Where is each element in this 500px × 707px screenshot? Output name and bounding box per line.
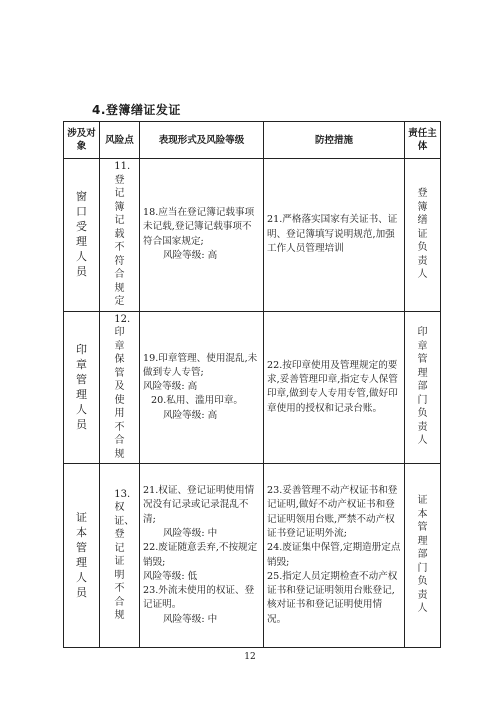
cell-measures: [264, 311, 405, 464]
header-responsible: 责任主体: [405, 122, 441, 159]
risk-form-text: 18.应当在登记簿记载事项未记载,登记簿记载事项不符合国家规定;: [143, 207, 255, 247]
cell-form-level: [140, 311, 264, 464]
risk-level-text: 风险等级: 高: [163, 409, 218, 421]
risk-point-text: 11.登记簿记载不符合规定: [114, 161, 131, 307]
cell-responsible: [405, 464, 441, 648]
object-text: 印章管理人员: [76, 342, 87, 431]
cell-object: [64, 159, 100, 312]
risk-point-text: 13.权证、登记证明不合规: [114, 488, 135, 621]
page-number: 12: [244, 652, 256, 662]
measure-item: 22.按印章使用及管理规定的要求,妥善管理印章,指定专人保管印章,做到专人专用专管,做好印章使用的授权和记录台账。: [267, 359, 398, 414]
responsible-text: 印章管理部门负责人: [417, 327, 428, 446]
section-title: 4.登簿缮证发证: [92, 103, 181, 117]
cell-object: [64, 464, 100, 648]
risk-control-table: [63, 121, 441, 648]
risk-level-text: 风险等级: 高: [163, 250, 218, 262]
cell-responsible: [405, 159, 441, 312]
risk-form-text: 23.外流未使用的权证、登记证明。: [143, 585, 255, 611]
object-text: 窗口受理人员: [76, 190, 87, 278]
header-object: 涉及对象: [64, 122, 100, 159]
risk-level-text: 风险等级: 低: [143, 570, 198, 582]
measure-item: 23.妥善管理不动产权证书和登记证明,做好不动产权证书和登记证明领用台账,严禁不动产权证书登记证明外流;: [267, 485, 398, 539]
measure-item: 21.严格落实国家有关证书、证明、登记簿填写说明规范,加强工作人员管理培训: [267, 214, 398, 254]
cell-form-level: [140, 159, 264, 312]
cell-form-level: [140, 464, 264, 648]
risk-level-text: 风险等级: 中: [163, 613, 218, 625]
header-measures: 防控措施: [264, 122, 405, 159]
cell-risk-point: [100, 311, 140, 464]
table-row: [64, 159, 441, 312]
cell-responsible: [405, 311, 441, 464]
object-text: 证本管理人员: [76, 510, 87, 599]
risk-level-text: 风险等级: 高: [143, 381, 198, 393]
measure-item: 24.废证集中保管,定期造册定点销毁;: [267, 542, 401, 568]
responsible-text: 登簿缮证负责人: [417, 188, 428, 280]
cell-measures: [264, 159, 405, 312]
table-row: [64, 311, 441, 464]
measure-item: 25.指定人员定期检查不动产权证书和登记证明领用台账登记,核对证书和登记证明使用情况。: [267, 570, 398, 625]
risk-form-text: 20.私用、滥用印章。: [151, 395, 244, 407]
header-form-level: 表现形式及风险等级: [140, 122, 264, 159]
risk-level-text: 风险等级: 中: [163, 527, 218, 539]
risk-point-text: 12.印章保管及使用不合规: [114, 313, 131, 460]
responsible-text: 证本管理部门负责人: [417, 495, 428, 615]
cell-measures: [264, 464, 405, 648]
risk-form-text: 21.权证、登记证明使用情况没有记录或记录混乱不清;: [143, 485, 255, 525]
table-row: [64, 464, 441, 648]
risk-form-text: 19.印章管理、使用混乱,未做到专人专管;: [143, 352, 258, 378]
risk-form-text: 22.废证随意丢弃,不按规定销毁;: [143, 542, 258, 568]
cell-object: [64, 311, 100, 464]
table-header-row: [64, 122, 441, 159]
cell-risk-point: [100, 159, 140, 312]
header-risk-point: 风险点: [100, 122, 140, 159]
cell-risk-point: [100, 464, 140, 648]
